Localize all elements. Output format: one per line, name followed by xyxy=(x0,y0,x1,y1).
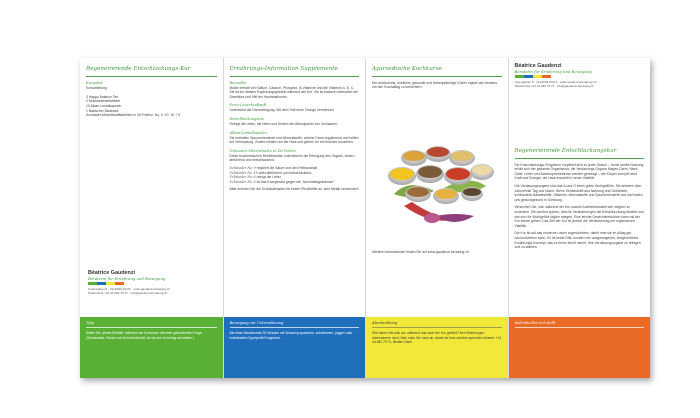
brand-tagline: Beraterin für Ernährung und Bewegung xyxy=(88,275,166,281)
section-heading: Schüssler Mineralsalze in D6 Potenz xyxy=(229,148,297,153)
footer-bewegung xyxy=(224,317,366,378)
brand-bar-yellow xyxy=(533,75,542,78)
footer-title: Bewegung zur Unterstützung xyxy=(229,321,284,325)
brand-name: Béatrice Gaudenzi xyxy=(514,63,562,69)
panel-supplemente xyxy=(223,58,366,378)
section-text: Reinigt die Leber, die Niere und fördert den Ablenkpunkt von Schlacken. xyxy=(229,122,338,127)
section-text: Sie enthalten Spurenelemente und Mineralstoffe, welche Darm-regulierend und helfen bei Verstopfung. Zudem mildern sie die Haut und gießen ihr ein frisches Aussehen. xyxy=(229,135,359,145)
salt-label: Schüssler No 5 xyxy=(229,179,256,184)
footer-divider xyxy=(86,327,217,328)
body-text xyxy=(515,163,645,250)
divider xyxy=(86,76,217,77)
brand-color-bars xyxy=(88,282,214,285)
brand-logo xyxy=(88,271,214,295)
brand-bar-orange xyxy=(115,282,124,285)
footer-text: Bei einer Marschroute 30 Minuten mit Schwung spazieren, schwimmen, joggen oder individuelles Sportprofil-Programm. xyxy=(229,331,353,340)
spice-cinnamon xyxy=(407,187,429,197)
salt-label: Schüssler No 6 xyxy=(229,175,256,180)
list-item: 3 Happy Balance Tee xyxy=(86,94,119,99)
spice-paprika xyxy=(427,147,449,157)
brand-address: Untergraben 8 · CH-8049 Zürich · www.gaudenzi-beratung.ch xyxy=(88,286,170,291)
footer-text: Wie haben Sie sich wo, während und nach der Kur gefühlt? Ihre Erfahrungen interessieren mich; bitte rufen Sie mich an, damit wir kurz darüber sprechen können: +41 44 482 79 71, Besten Dank. xyxy=(372,331,502,345)
spice-turmeric xyxy=(403,151,425,161)
footer-title: Individuelles Set stellt xyxy=(514,321,556,325)
paragraph: Die Verdauungsorgane sind das A und O eines guten Wohlgefühls. Sie arbeiten über Jahrzehnte Tag und Nacht. Wenn Schadstoffe aus Nahrung und Getränken, schlüssiede Ballaststoffe, Vitamine, Mineralstoffe und Spurenelemente auf und halten uns gesundgesund in Schwung. xyxy=(514,184,643,202)
spice-ginger xyxy=(472,165,492,175)
salt-text: reinigt die Leber. xyxy=(256,175,282,180)
brand-contact: Telefon/Fax +41 44 482 79 71 · info@gaudenzi-beratung.ch xyxy=(514,84,594,89)
section-heading: Alban-Lemidkapseln xyxy=(229,130,267,135)
list-item: Kursanleitung xyxy=(86,85,107,90)
section-text: Molke enthält viel Kalium, Calcium, Phosphor, B-Vitamine und die Vitamine A, E, C. Sie ist ein ideales Ergänzungsgetränk während der Kur. Sie ist basisch unterstützt die Darmflora und hilft bei Hautreaktionen. xyxy=(229,85,358,99)
footer-title: Abschreibung xyxy=(372,321,398,325)
footer-title: Tipp xyxy=(86,321,95,325)
kurpaket-list xyxy=(86,86,217,118)
closing-text: Bitte nehmen Sie die Schüsslersalze mit einem Plexiklöffel an, kein Metall verwenden! xyxy=(229,187,359,192)
list-item: 1 Basischer Badesalz xyxy=(86,108,119,113)
divider xyxy=(230,76,360,77)
panel-title: Ernährungs-Information Supplemente xyxy=(229,66,338,72)
panel-title: Ayurvedische Kochkurse xyxy=(372,66,442,72)
spice-curry xyxy=(390,168,414,180)
onion-shape xyxy=(424,213,440,223)
spice-bowls-photo xyxy=(374,136,500,228)
brand-contact: Telefon/Fax +41 44 482 79 71 · info@gaudenzi-beratung.ch xyxy=(88,291,168,296)
salt-text: wirkt abführend und entschlackend. xyxy=(258,170,313,175)
panel-kochkurse xyxy=(365,58,508,378)
brand-color-bars xyxy=(515,75,645,78)
brand-bar-blue xyxy=(97,282,106,285)
list-item: 10 Alban-Lemidkapseln xyxy=(86,104,122,109)
spice-chili xyxy=(446,168,470,180)
footer-tipp xyxy=(80,317,223,378)
panel-title: Regenerierende Entschlackungskur xyxy=(514,148,617,154)
list-item: Schüssler-Mineralstofftabletten in D6 Potenz: No. 9, 10, 10 + 5 xyxy=(86,113,180,118)
brochure-sheet xyxy=(80,58,650,378)
brand-bar-green xyxy=(88,282,97,285)
brand-name: Béatrice Gaudenzi xyxy=(88,270,136,276)
footer-divider xyxy=(230,327,360,328)
intro-text: Die wohltuende, sinnliche, gesunde und farbenprächtige Küche eignet sich bestens, um den Kochalltag zu bereichern. xyxy=(372,80,498,90)
more-info-text: Weitere Informationen finden Sie auf www.gaudenzi-beratung.ch xyxy=(372,250,469,254)
spice-saffron xyxy=(435,189,457,199)
salt-label: Schüssler No 10 xyxy=(229,170,258,175)
brand-address: Untergraben 8 · CH-8049 Zürich · www.gaudenzi-beratung.ch xyxy=(514,79,597,84)
footer-set xyxy=(509,317,651,378)
divider xyxy=(372,76,502,77)
brand-bar-blue xyxy=(524,75,533,78)
salt-text: ist das Energiesalz gegen die „Nachmittagsbremse“. xyxy=(256,179,336,184)
brand-bar-orange xyxy=(542,75,551,78)
spice-pepper xyxy=(463,188,481,196)
footer-divider xyxy=(515,327,645,328)
footer-divider xyxy=(372,327,502,328)
brand-bar-green xyxy=(515,75,524,78)
section-heading: Freiz-Leuerkraftsaft xyxy=(229,103,267,108)
list-item xyxy=(230,180,360,185)
panel-entschlackungskur xyxy=(508,58,651,378)
footer-text: Stillen Sie „kleine Einfälle“ während der Kurwoche mit einer getrockneten Feige, (Schokolade, Kekse und nicht anschnüff, da sie den Kurerfolg schmälern.) xyxy=(86,331,203,340)
brand-tagline: Beraterin für Ernährung und Bewegung xyxy=(514,68,592,74)
list-item: 2 Mokkaextrakttablette xyxy=(86,99,121,104)
panel-title: Regenerierende Entschlackungs-Kur xyxy=(86,66,191,72)
paragraph: Versuchen Sie, sich während der Kur sowohl Aufmerksamkeit wie möglich zu schenken. Sie werden spüren, welche Veränderungen die Entschla-ckung bewirkt und wie sich Ihr Wohlgefühl täglich steigert. Eine leichte Gewichtsreduktion kann mit der Kur einher gehen. Das Ziel der Kur ist jedoch die Verbesserung der organischen Vitalität. xyxy=(514,205,644,228)
brand-bar-yellow xyxy=(106,282,115,285)
spice-mustard xyxy=(451,151,473,161)
brand-logo xyxy=(515,64,645,88)
section-heading: Entschlackungstee xyxy=(229,117,265,122)
salt-text: reguliert die Säure und den Fettbaushalt. xyxy=(256,166,319,171)
footer-abschreibung xyxy=(366,317,508,378)
section-heading: Biomolke xyxy=(229,80,247,85)
paragraph: Ein Entschlackungs-Programm empfiehlt sich zu jeder Saison – durch sanfte Nahrung erhält sich der gesamte Organismus; die Verdauungs-Organe Magen-Darm, Niere, Galle, Leber und Bauchspeicheldrüse werden gereinigt – der Körper schöpft neue Kraft und Energie; die Haut erstrahlt in neuer Vitalität. xyxy=(514,162,644,181)
section-text: Unterstützt die Darmreinigung. Mit dem Saft einer Orange vermehren! xyxy=(229,108,335,113)
section-text: Diese biochemischen Betriebssalze unterstützen die Reinigung des Organs, wirken abführend und entschlackend. xyxy=(229,153,355,163)
paragraph: Die Kur ist auf das moderne Leben zugeschnitten, damit man sie im Alltag gut nachvollziehen kann. Es ist keine Diät, sondern ein ausgewogenes, zielgerichtetes Ernährungs-Konzept, das es Ihnen leicht macht, Ihre Verdauungsorgane zu reinigen und zu stärken. xyxy=(514,231,641,250)
salts-list xyxy=(230,166,360,184)
divider xyxy=(515,158,645,159)
onion-shape xyxy=(436,214,474,222)
salt-label: Schüssler No 9 xyxy=(229,166,256,171)
panel-kurpaket xyxy=(80,58,223,378)
spice-cumin xyxy=(418,166,442,178)
section-heading: Kurpaket xyxy=(86,80,103,85)
